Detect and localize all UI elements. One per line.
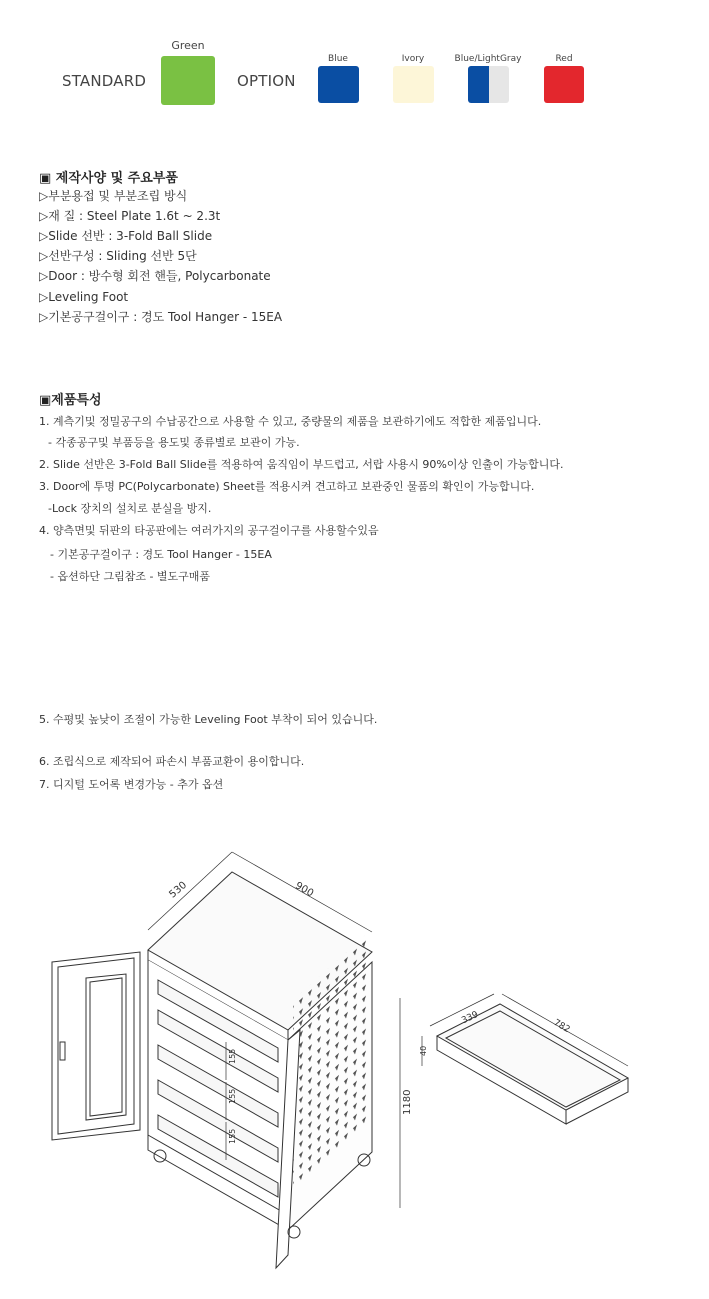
specs-title: ▣ 제작사양 및 주요부품 bbox=[39, 171, 178, 186]
feature-item: 5. 수평및 높낮이 조절이 가능한 Leveling Foot 부착이 되어 있습니다. bbox=[39, 713, 378, 726]
feature-item: -Lock 장치의 설치로 분실을 방지. bbox=[48, 502, 212, 515]
swatch-ivory bbox=[393, 66, 434, 103]
dim-shelf-gap-3: 155 bbox=[228, 1128, 237, 1144]
features-title: ▣제품특성 bbox=[39, 393, 102, 408]
swatch-bluegray-caption: Blue/LightGray bbox=[454, 54, 522, 64]
feature-item: - 각종공구및 부품등을 용도및 종류별로 보관이 가능. bbox=[48, 436, 300, 449]
feature-item: 4. 양측면및 뒤판의 타공판에는 여러가지의 공구걸이구를 사용할수있음 bbox=[39, 524, 379, 537]
dim-width: 900 bbox=[293, 880, 316, 900]
option-label: OPTION bbox=[237, 72, 296, 90]
feature-item: 6. 조립식으로 제작되어 파손시 부품교환이 용이합니다. bbox=[39, 755, 305, 768]
swatch-red-caption: Red bbox=[555, 54, 573, 64]
feature-item: 7. 디지털 도어록 변경가능 - 추가 옵션 bbox=[39, 778, 224, 791]
swatch-blue-caption: Blue bbox=[328, 54, 348, 64]
swatch-green-caption: Green bbox=[171, 39, 205, 52]
dim-height: 1180 bbox=[402, 1089, 413, 1115]
dim-shelf-gap-1: 155 bbox=[228, 1048, 237, 1064]
spec-item: ▷선반구성 : Sliding 선반 5단 bbox=[39, 249, 197, 263]
spec-item: ▷Door : 방수형 회전 핸들, Polycarbonate bbox=[39, 269, 271, 283]
cabinet-line-drawing bbox=[0, 830, 709, 1290]
dim-shelf-gap-2: 155 bbox=[228, 1088, 237, 1104]
feature-item: 3. Door에 투명 PC(Polycarbonate) Sheet를 적용시켜 견고하고 보관중인 물품의 확인이 가능합니다. bbox=[39, 480, 535, 493]
standard-label: STANDARD bbox=[62, 72, 147, 90]
dim-depth: 530 bbox=[167, 879, 189, 901]
dim-tray-height: 40 bbox=[419, 1045, 428, 1056]
dim-tray-depth: 339 bbox=[460, 1009, 481, 1027]
spec-item: ▷재 질 : Steel Plate 1.6t ~ 2.3t bbox=[39, 209, 221, 223]
spec-item: ▷부분용접 및 부분조립 방식 bbox=[39, 189, 188, 203]
spec-item: ▷Leveling Foot bbox=[39, 290, 129, 304]
swatch-blue-lightgray bbox=[468, 66, 509, 103]
dim-tray-width: 782 bbox=[551, 1017, 572, 1036]
spec-item: ▷Slide 선반 : 3-Fold Ball Slide bbox=[39, 229, 213, 243]
swatch-red bbox=[544, 66, 584, 103]
feature-item: 1. 계측기및 정밀공구의 수납공간으로 사용할 수 있고, 중량물의 제품을 보관하기에도 적합한 제품입니다. bbox=[39, 415, 542, 428]
feature-item: - 옵션하단 그림참조 - 별도구매품 bbox=[50, 570, 211, 583]
feature-item: - 기본공구걸이구 : 경도 Tool Hanger - 15EA bbox=[50, 548, 272, 561]
swatch-blue bbox=[318, 66, 359, 103]
feature-item: 2. Slide 선반은 3-Fold Ball Slide를 적용하여 움직임이 부드럽고, 서랍 사용시 90%이상 인출이 가능합니다. bbox=[39, 458, 564, 471]
swatch-ivory-caption: Ivory bbox=[401, 54, 425, 64]
swatch-green bbox=[161, 56, 215, 105]
spec-item: ▷기본공구걸이구 : 경도 Tool Hanger - 15EA bbox=[39, 310, 283, 324]
